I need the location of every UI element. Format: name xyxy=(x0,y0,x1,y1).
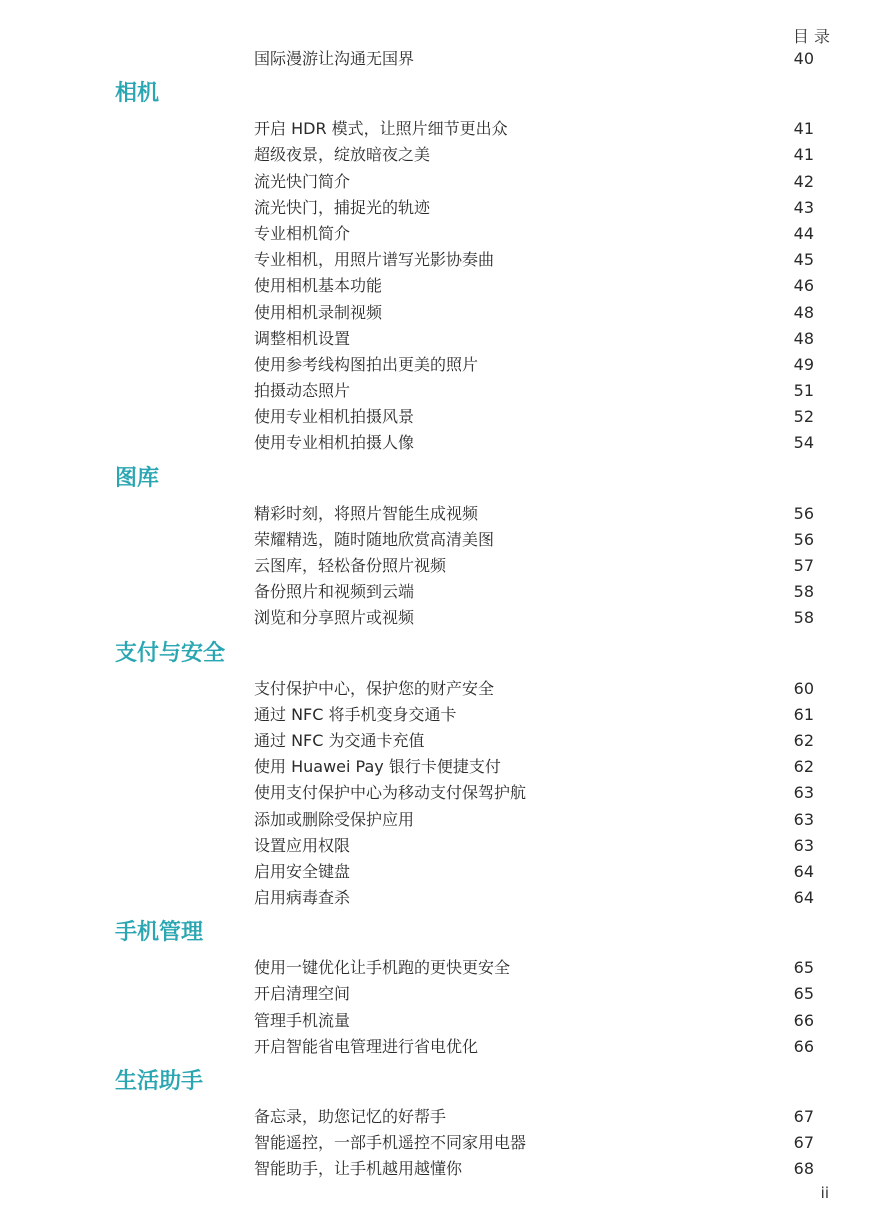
toc-entry-title: 通过 NFC 为交通卡充值 xyxy=(254,730,425,750)
toc-entry-page: 44 xyxy=(793,223,814,243)
toc-entry[interactable] xyxy=(0,430,869,456)
toc-entry-title: 使用参考线构图拍出更美的照片 xyxy=(254,354,479,374)
toc-entry[interactable] xyxy=(0,326,869,352)
toc-entry-title: 使用 Huawei Pay 银行卡便捷支付 xyxy=(254,757,501,777)
toc-entry[interactable] xyxy=(0,116,869,142)
toc-entry[interactable] xyxy=(0,300,869,326)
toc-entry-title: 专业相机简介 xyxy=(254,223,351,243)
toc-entry[interactable] xyxy=(0,142,869,168)
toc-header-label: 目 录 xyxy=(792,27,830,46)
toc-entry-page: 41 xyxy=(793,145,814,165)
toc-entry-title: 设置应用权限 xyxy=(254,835,351,855)
toc-entry-page: 66 xyxy=(793,1010,814,1030)
toc-entry-title: 流光快门，捕捉光的轨迹 xyxy=(254,197,431,217)
toc-entry-title: 开启清理空间 xyxy=(254,984,351,1004)
toc-entry-title: 调整相机设置 xyxy=(254,328,351,348)
toc-entry[interactable] xyxy=(0,579,869,605)
toc-entry-title: 专业相机，用照片谱写光影协奏曲 xyxy=(254,250,495,270)
toc-entry[interactable] xyxy=(0,1008,869,1034)
chapter-title: 支付与安全 xyxy=(115,640,226,666)
toc-entry[interactable] xyxy=(0,221,869,247)
toc-entry-page: 68 xyxy=(793,1159,814,1179)
toc-entry-title: 备忘录，助您记忆的好帮手 xyxy=(254,1107,447,1126)
toc-entry-page: 48 xyxy=(793,302,814,322)
toc-entry-title: 启用安全键盘 xyxy=(254,861,351,881)
toc-entry[interactable] xyxy=(0,859,869,885)
chapter-heading[interactable] xyxy=(0,457,869,501)
toc-entry[interactable] xyxy=(0,676,869,702)
toc-entry-page: 62 xyxy=(793,757,814,777)
toc-entry-page: 61 xyxy=(793,704,814,724)
chapter-heading[interactable] xyxy=(0,911,869,955)
toc-entry[interactable] xyxy=(0,1034,869,1060)
chapter-title: 手机管理 xyxy=(115,920,204,946)
toc-entry[interactable] xyxy=(0,833,869,859)
toc-entry-page: 65 xyxy=(793,958,814,978)
toc-entry-page: 56 xyxy=(793,503,814,523)
toc-entry-page: 67 xyxy=(793,1133,814,1153)
toc-entry-page: 66 xyxy=(793,1036,814,1056)
toc-entry-title: 启用病毒查杀 xyxy=(254,888,351,908)
toc-entry-page: 52 xyxy=(793,407,814,427)
toc-entry-page: 64 xyxy=(793,861,814,881)
toc-entry-page: 63 xyxy=(793,809,814,829)
toc-entry[interactable] xyxy=(0,754,869,780)
page-number: ii xyxy=(820,1184,829,1202)
toc-entry-page: 49 xyxy=(793,354,814,374)
toc-entry-page: 58 xyxy=(793,582,814,602)
toc-entry-title: 开启智能省电管理进行省电优化 xyxy=(254,1036,479,1056)
toc-entry-title: 使用相机录制视频 xyxy=(254,302,383,322)
toc-entry-title: 浏览和分享照片或视频 xyxy=(254,608,415,628)
chapter-heading[interactable] xyxy=(0,72,869,116)
chapter-heading[interactable] xyxy=(0,632,869,676)
chapter-title: 生活助手 xyxy=(115,1069,204,1094)
toc-entry-page: 46 xyxy=(793,276,814,296)
toc-entry[interactable] xyxy=(0,807,869,833)
toc-entry[interactable] xyxy=(0,247,869,273)
toc-entry-title: 智能助手，让手机越用越懂你 xyxy=(254,1159,463,1179)
toc-entry-title: 支付保护中心，保护您的财产安全 xyxy=(254,678,495,698)
toc-entry[interactable] xyxy=(0,1156,869,1182)
toc-entry-title: 云图库，轻松备份照片视频 xyxy=(254,556,447,575)
chapter-title: 图库 xyxy=(115,465,160,491)
toc-entry-title: 国际漫游让沟通无国界 xyxy=(254,49,415,68)
toc-entry-title: 添加或删除受保护应用 xyxy=(254,809,415,829)
toc-entry[interactable] xyxy=(0,273,869,299)
toc-entry[interactable] xyxy=(0,605,869,631)
toc-entry-page: 41 xyxy=(793,119,814,139)
toc-entry-title: 使用支付保护中心为移动支付保驾护航 xyxy=(254,783,527,803)
toc-entry[interactable] xyxy=(0,352,869,378)
toc-entry[interactable] xyxy=(0,553,869,579)
toc-entry[interactable] xyxy=(0,1130,869,1156)
toc-entry[interactable] xyxy=(0,195,869,221)
toc-entry-page: 42 xyxy=(793,171,814,191)
toc-entry-title: 流光快门简介 xyxy=(254,171,351,191)
toc-entry-page: 40 xyxy=(793,49,814,68)
toc-entry-page: 63 xyxy=(793,783,814,803)
toc-entry-page: 60 xyxy=(793,678,814,698)
toc-entry-page: 64 xyxy=(793,888,814,908)
toc-entry-page: 43 xyxy=(793,197,814,217)
toc-entry[interactable] xyxy=(0,169,869,195)
toc-entry[interactable] xyxy=(0,728,869,754)
toc-entry-title: 管理手机流量 xyxy=(254,1010,351,1030)
toc-entry-page: 45 xyxy=(793,250,814,270)
toc-entry-title: 超级夜景，绽放暗夜之美 xyxy=(254,145,431,165)
toc-entry-page: 54 xyxy=(793,433,814,453)
toc-entry-title: 精彩时刻，将照片智能生成视频 xyxy=(254,503,479,523)
table-of-contents xyxy=(0,46,869,1183)
toc-entry-title: 使用一键优化让手机跑的更快更安全 xyxy=(254,958,511,978)
toc-entry-page: 57 xyxy=(793,556,814,575)
toc-entry[interactable] xyxy=(0,501,869,527)
toc-entry[interactable] xyxy=(0,378,869,404)
toc-entry[interactable] xyxy=(0,1104,869,1130)
toc-entry-title: 荣耀精选，随时随地欣赏高清美图 xyxy=(254,529,495,549)
toc-entry-title: 备份照片和视频到云端 xyxy=(254,582,415,602)
toc-entry-page: 63 xyxy=(793,835,814,855)
chapter-title: 相机 xyxy=(115,81,160,107)
toc-entry[interactable] xyxy=(0,955,869,981)
toc-entry-page: 51 xyxy=(793,381,814,401)
toc-entry-title: 拍摄动态照片 xyxy=(254,381,351,401)
toc-entry[interactable] xyxy=(0,404,869,430)
toc-entry-page: 62 xyxy=(793,730,814,750)
toc-entry-title: 使用专业相机拍摄风景 xyxy=(254,407,415,427)
toc-entry[interactable] xyxy=(0,527,869,553)
toc-entry-title: 开启 HDR 模式，让照片细节更出众 xyxy=(254,119,508,139)
toc-entry-page: 56 xyxy=(793,529,814,549)
toc-entry[interactable] xyxy=(0,981,869,1007)
toc-entry[interactable] xyxy=(0,780,869,806)
toc-entry-title: 智能遥控，一部手机遥控不同家用电器 xyxy=(254,1133,527,1153)
toc-entry-title: 使用专业相机拍摄人像 xyxy=(254,433,415,453)
toc-entry-title: 通过 NFC 将手机变身交通卡 xyxy=(254,704,457,724)
toc-entry-title: 使用相机基本功能 xyxy=(254,276,383,296)
toc-entry[interactable] xyxy=(0,702,869,728)
toc-entry-page: 67 xyxy=(793,1107,814,1126)
toc-entry-page: 65 xyxy=(793,984,814,1004)
toc-entry[interactable] xyxy=(0,885,869,911)
toc-entry-page: 58 xyxy=(793,608,814,628)
toc-entry-page: 48 xyxy=(793,328,814,348)
chapter-heading[interactable] xyxy=(0,1060,869,1104)
toc-entry[interactable] xyxy=(0,46,869,72)
